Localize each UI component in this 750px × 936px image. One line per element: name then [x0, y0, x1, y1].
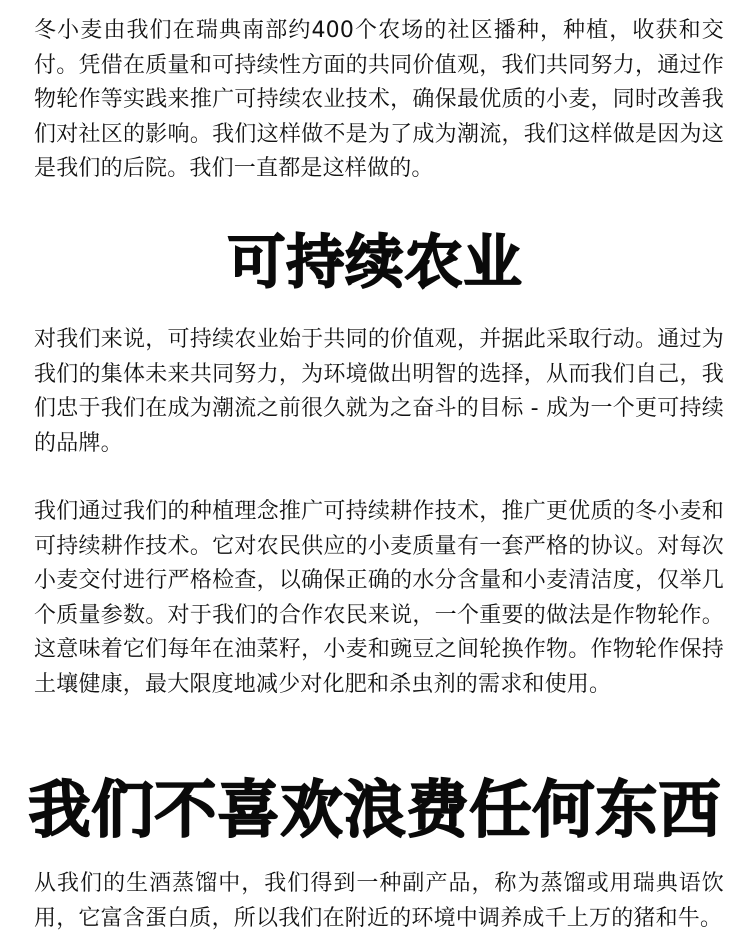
- intro-paragraph: 冬小麦由我们在瑞典南部约400个农场的社区播种，种植，收获和交付。凭借在质量和可持续性方面的共同价值观，我们共同努力，通过作物轮作等实践来推广可持续农业技术，确保最优质的小麦，同时改善我们对社区的影响。我们这样做不是为了成为潮流，我们这样做是因为这是我们的后院。我们一直都是这样做的。: [34, 18, 724, 181]
- heading-sustainable-agriculture: 可持续农业: [227, 228, 523, 296]
- heading-no-waste: 我们不喜欢浪费任何东西: [28, 773, 722, 846]
- distillation-paragraph: 从我们的生酒蒸馏中，我们得到一种副产品，称为蒸馏或用瑞典语饮用，它富含蛋白质，所以我们在附近的环境中调养成千上万的猪和牛。: [34, 871, 724, 931]
- values-paragraph: 对我们来说，可持续农业始于共同的价值观，并据此采取行动。通过为我们的集体未来共同努力，为环境做出明智的选择，从而我们自己，我们忠于我们在成为潮流之前很久就为之奋斗的目标 - 成为一个更可持续的品牌。: [34, 327, 724, 456]
- farming-paragraph: 我们通过我们的种植理念推广可持续耕作技术，推广更优质的冬小麦和可持续耕作技术。它对农民供应的小麦质量有一套严格的协议。对每次小麦交付进行严格检查，以确保正确的水分含量和小麦清洁度，仅举几个质量参数。对于我们的合作农民来说，一个重要的做法是作物轮作。这意味着它们每年在油菜籽，小麦和豌豆之间轮换作物。作物轮作保持土壤健康，最大限度地减少对化肥和杀虫剂的需求和使用。: [34, 499, 724, 697]
